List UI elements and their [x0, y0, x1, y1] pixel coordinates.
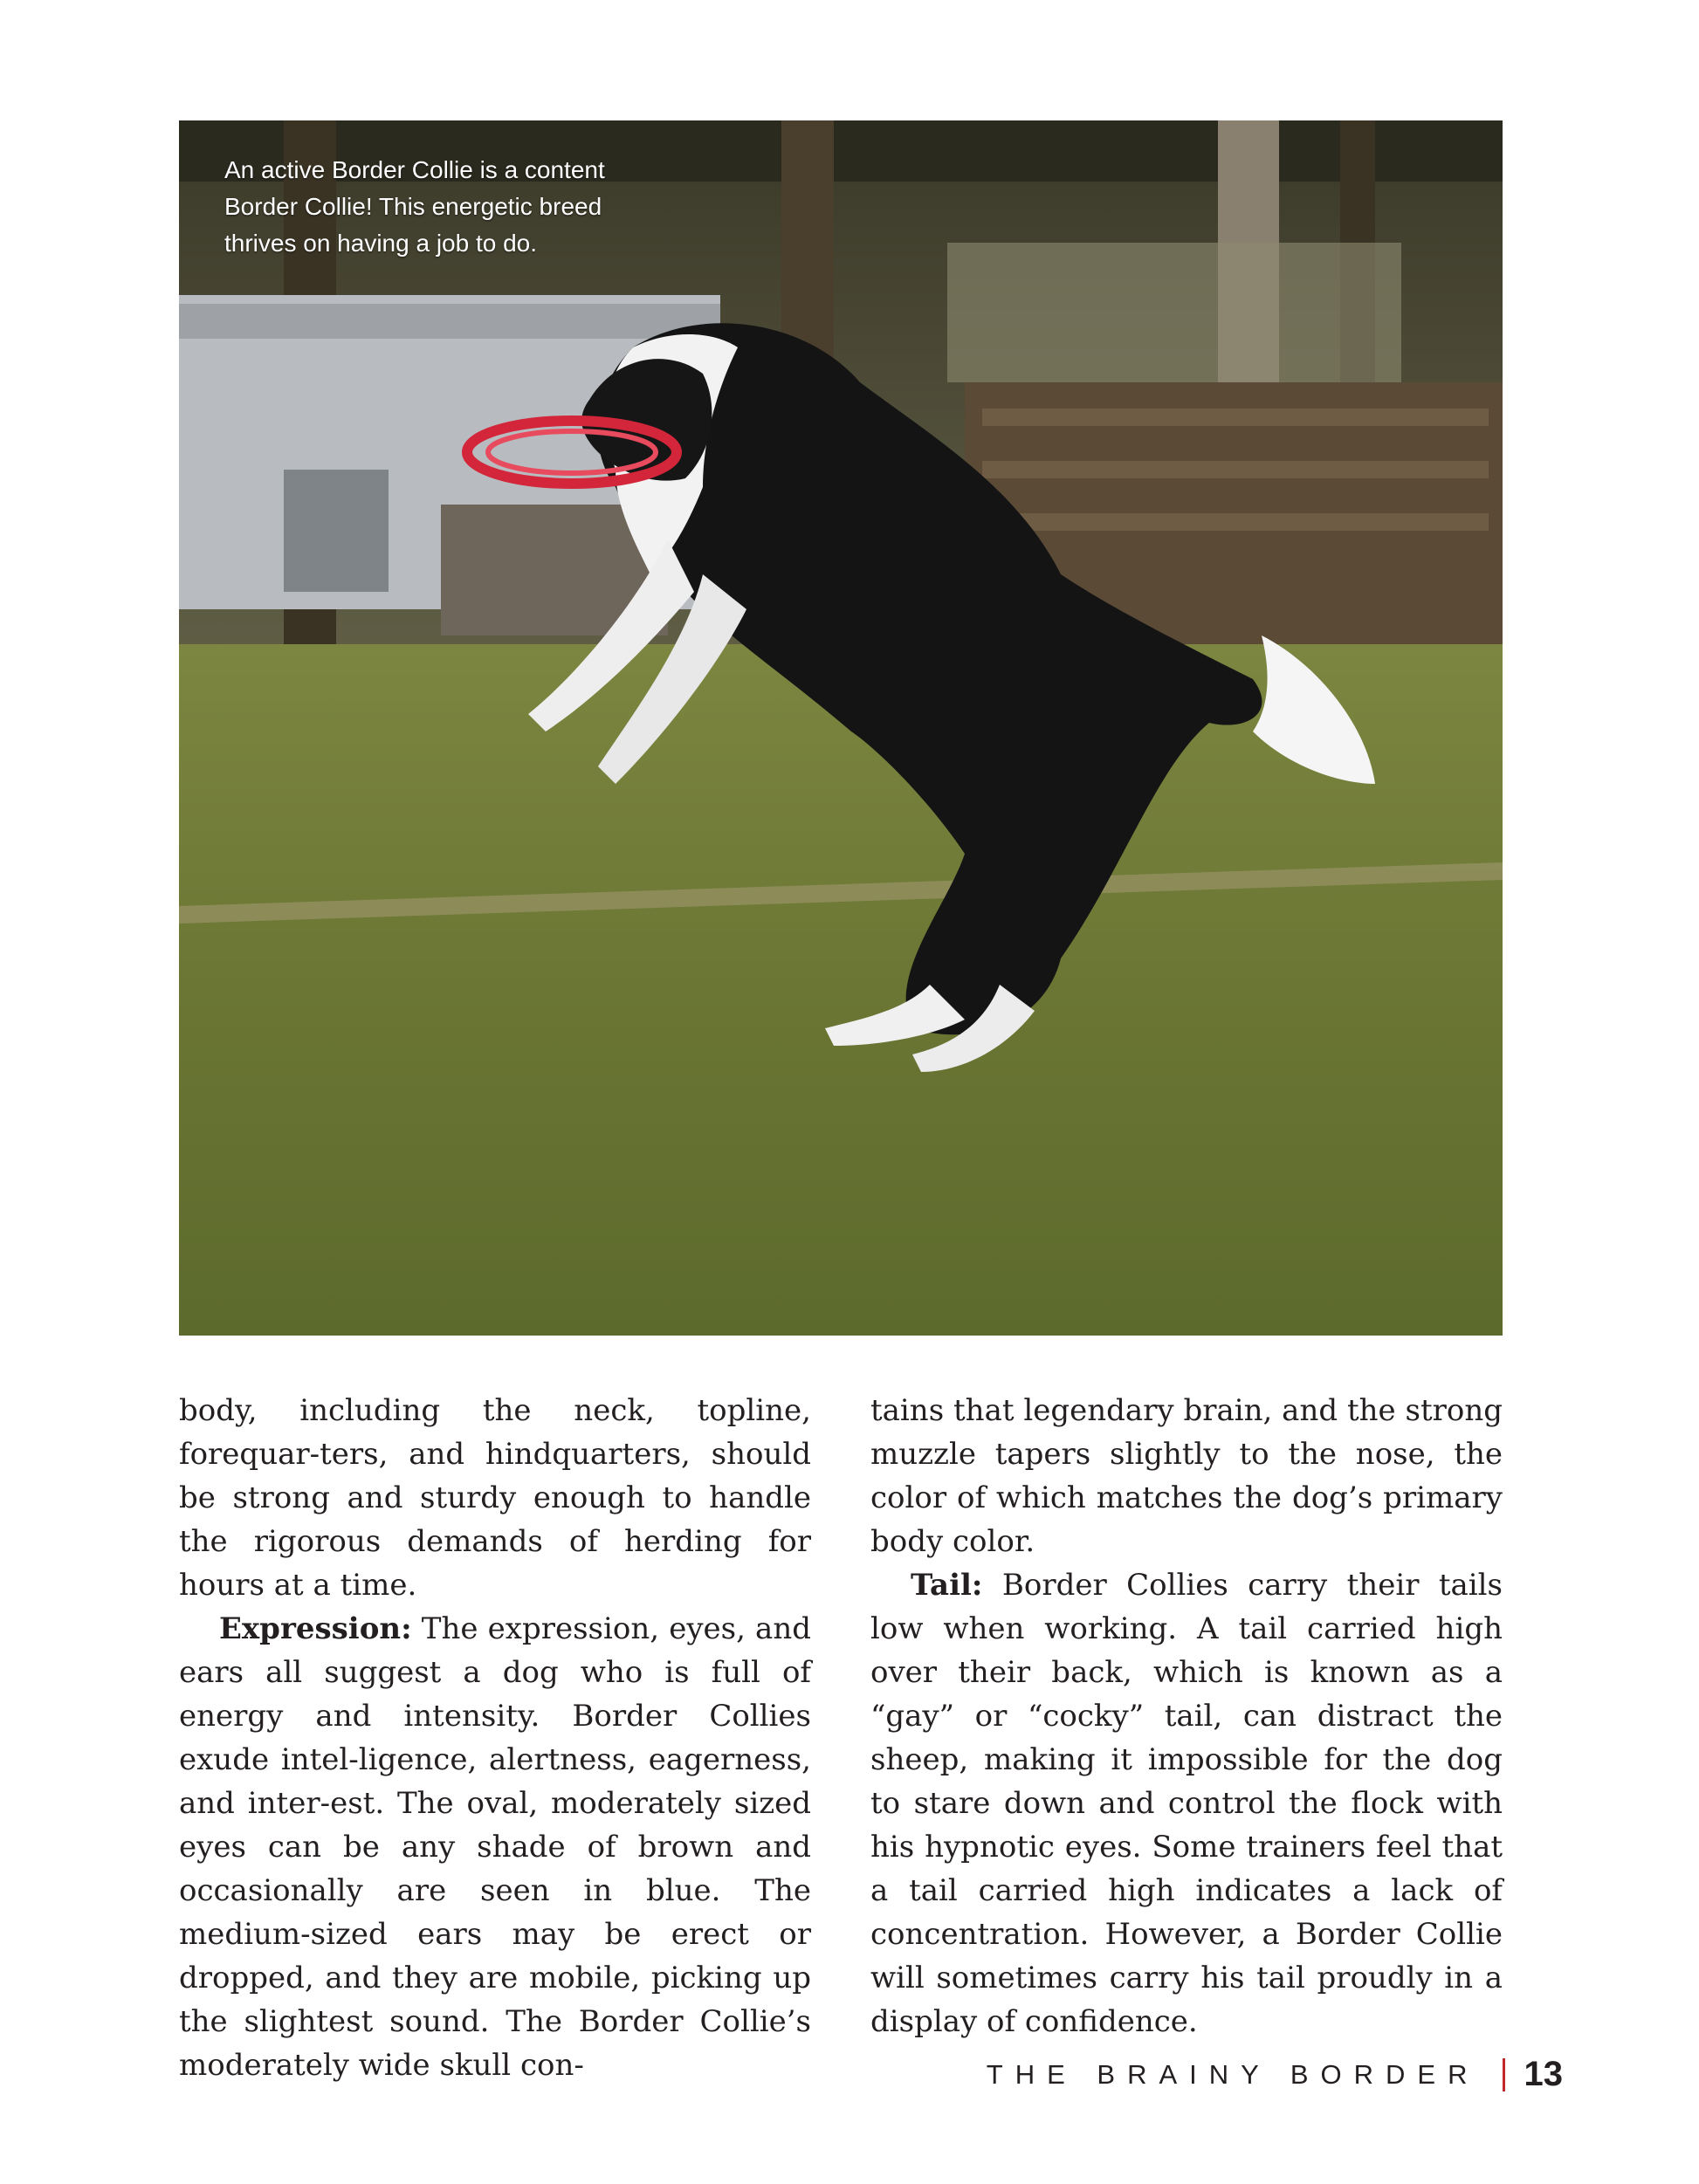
- runin-heading-tail: Tail:: [911, 1568, 983, 1603]
- text-column-left: [179, 1389, 811, 2087]
- photo-illustration: [179, 120, 1503, 1336]
- tail-text: Border Collies carry their tails low when working. A tail carried high over their back, which is known as a “gay” or “cocky” tail, can distract the sheep, making it impossible for the dog to stare down and control the flock with his hypnotic eyes. Some trainers feel that a tail carried high indicates a lack of concentration. However, a Border Collie will sometimes carry his tail proudly in a display of confidence.: [870, 1568, 1503, 2039]
- photo-caption: An active Border Collie is a content Border Collie! This energetic breed thrives on having a job to do.: [224, 156, 605, 257]
- page-number: 13: [1524, 2055, 1563, 2093]
- expression-text: The expression, eyes, and ears all suggest a dog who is full of energy and intensity. Border Collies exude intel-ligence, alertness, eagerness, and inter-est. The oval, moderately sized eyes can be any shade of brown and occasionally are seen in blue. The medium-sized ears may be erect or dropped, and they are mobile, picking up the slightest sound. The Border Collie’s moderately wide skull con-: [179, 1611, 811, 2083]
- paragraph-brain-muzzle: tains that legendary brain, and the strong muzzle tapers slightly to the nose, the color of which matches the dog’s primary body color.: [870, 1393, 1503, 1559]
- photo-border-collie-frisbee: [179, 120, 1503, 1336]
- page-footer: [987, 2055, 1563, 2094]
- text-column-right: [870, 1389, 1503, 2043]
- paragraph-body-strength: body, including the neck, topline, forequar-ters, and hindquarters, should be strong and sturdy enough to handle the rigorous demands of herding for hours at a time.: [179, 1393, 811, 1603]
- running-head: THE BRAINY BORDER: [986, 2058, 1480, 2090]
- runin-heading-expression: Expression:: [219, 1611, 412, 1646]
- footer-separator: [1503, 2058, 1505, 2091]
- paragraph-expression: [179, 1607, 811, 2087]
- paragraph-tail: [870, 1563, 1503, 2043]
